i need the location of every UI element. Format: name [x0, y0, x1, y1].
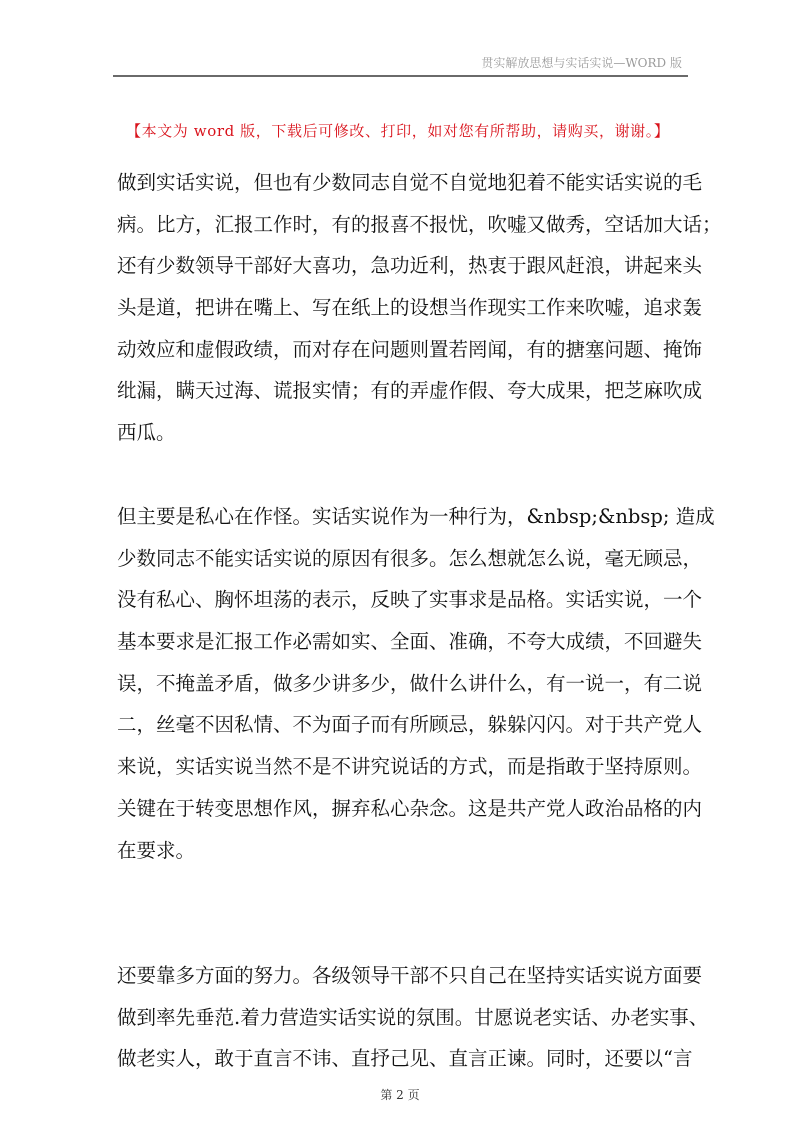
text-line: 做到率先垂范.着力营造实话实说的氛围。甘愿说老实话、办老实事、	[117, 1005, 709, 1029]
text-line: 少数同志不能实话实说的原因有很多。怎么想就怎么说，毫无顾忌，	[117, 546, 703, 570]
purchase-notice: 【本文为 word 版，下载后可修改、打印，如对您有所帮助，请购买，谢谢。】	[126, 122, 670, 140]
text-line: 但主要是私心在作怪。实话实说作为一种行为，&nbsp;&nbsp; 造成	[117, 505, 715, 528]
text-line: 还有少数领导干部好大喜功，急功近利，热衷于跟风赶浪，讲起来头	[117, 254, 703, 278]
text-line: 没有私心、胸怀坦荡的表示，反映了实事求是品格。实话实说，一个	[117, 588, 703, 612]
page-number: 第 2 页	[380, 1088, 420, 1102]
text-line: 来说，实话实说当然不是不讲究说话的方式，而是指敢于坚持原则。	[117, 755, 703, 779]
text-line: 还要靠多方面的努力。各级领导干部不只自己在坚持实话实说方面要	[117, 964, 703, 987]
text-line: 头是道，把讲在嘴上、写在纸上的设想当作现实工作来吹嘘，追求轰	[117, 296, 703, 320]
text-line: 西瓜。	[117, 421, 176, 445]
paragraph-1	[117, 162, 722, 454]
document-header-title: 贯实解放思想与实话实说—WORD 版	[481, 56, 682, 70]
text-line: 动效应和虚假政绩，而对存在问题则置若罔闻，有的搪塞问题、掩饰	[117, 337, 703, 361]
text-line: 纰漏，瞒天过海、谎报实情；有的弄虚作假、夸大成果，把芝麻吹成	[117, 379, 703, 403]
text-line: 做老实人，敢于直言不讳、直抒己见、直言正谏。同时，还要以“言	[117, 1047, 693, 1071]
text-line: 在要求。	[117, 838, 196, 862]
paragraph-3	[117, 955, 709, 1080]
text-line: 病。比方，汇报工作时，有的报喜不报忧，吹嘘又做秀，空话加大话；	[117, 212, 722, 236]
text-line: 做到实话实说，但也有少数同志自觉不自觉地犯着不能实话实说的毛	[117, 171, 703, 194]
text-line: 关键在于转变思想作风，摒弃私心杂念。这是共产党人政治品格的内	[117, 796, 703, 820]
text-line: 基本要求是汇报工作必需如实、全面、准确，不夸大成绩，不回避失	[117, 630, 703, 654]
text-line: 误，不掩盖矛盾，做多少讲多少，做什么讲什么，有一说一，有二说	[117, 671, 703, 695]
text-line: 二，丝毫不因私情、不为面子而有所顾忌，躲躲闪闪。对于共产党人	[117, 713, 703, 737]
paragraph-2	[117, 496, 715, 871]
header-divider	[113, 75, 688, 77]
